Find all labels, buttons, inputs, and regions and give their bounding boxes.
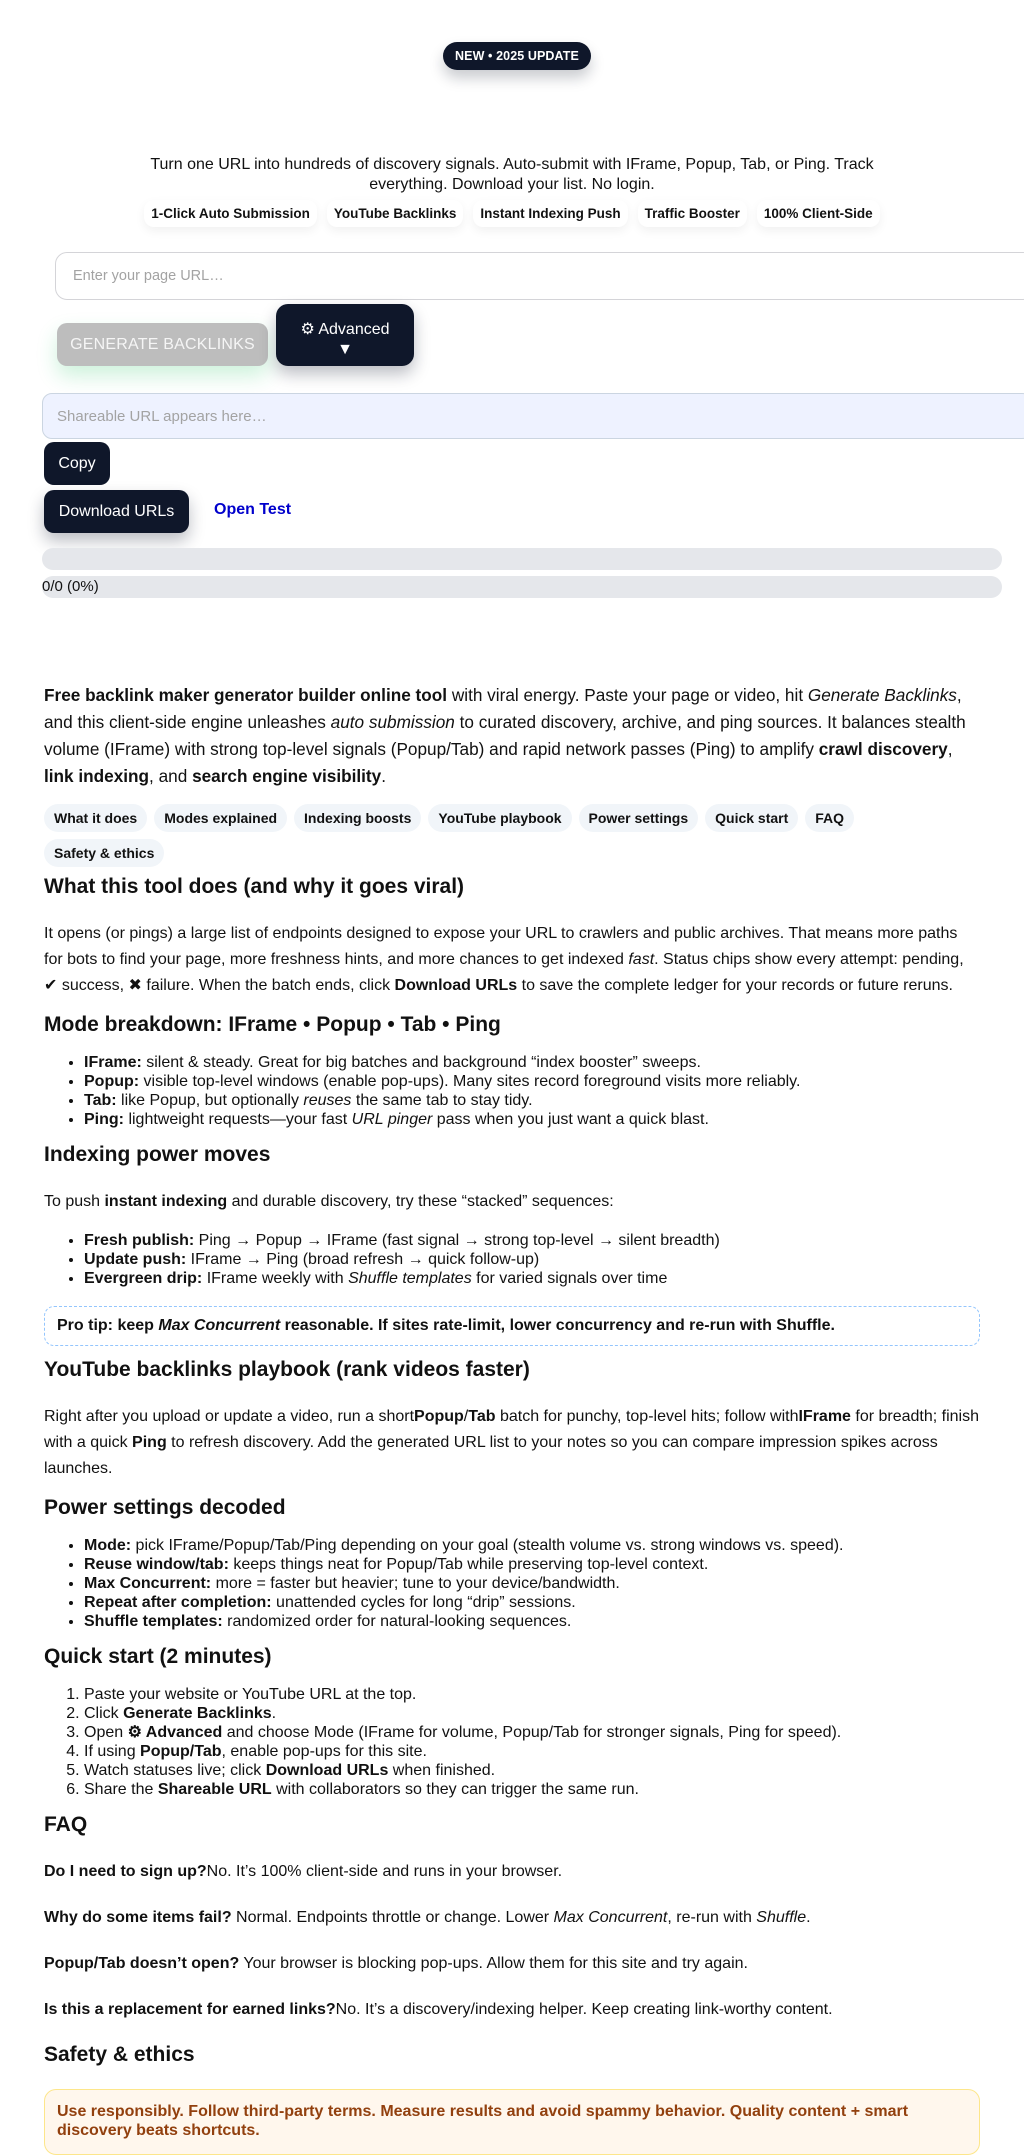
intro-strong: search engine visibility: [192, 766, 382, 786]
item-strong: Shareable URL: [157, 1781, 272, 1798]
hero: [0, 0, 1024, 660]
list-item: [84, 1574, 980, 1593]
safety-callout: Use responsibly. Follow third-party terms. Measure results and avoid spammy behavior. Quality content + smart discovery beats shortcuts.: [44, 2089, 980, 2155]
indexing-list: [44, 1231, 980, 1288]
item-text: Share the: [84, 1781, 158, 1798]
item-text: .: [271, 1705, 277, 1722]
item-text: Ping → Popup → IFrame (fast signal → strong top-level → silent breadth): [194, 1232, 720, 1249]
strong: Popup: [414, 1408, 464, 1425]
progress-bar: [42, 548, 1002, 570]
toc-link-faq[interactable]: FAQ: [805, 804, 854, 832]
item-label: Update push:: [84, 1251, 187, 1268]
item-em: URL pinger: [351, 1111, 433, 1128]
item-text: If using: [84, 1743, 141, 1760]
feature-chip: YouTube Backlinks: [327, 200, 464, 227]
item-strong: Download URLs: [265, 1762, 389, 1779]
list-item: [84, 1704, 980, 1723]
item-text: lightweight requests—your fast: [124, 1111, 352, 1128]
text: to save the complete ledger for your records or future reruns.: [517, 977, 953, 994]
intro-em: Generate Backlinks: [807, 685, 957, 705]
faq-answer: Your browser is blocking pop-ups. Allow them for this site and try again.: [239, 1955, 748, 1972]
section-title-youtube: YouTube backlinks playbook (rank videos faster): [44, 1358, 530, 1381]
item-text: randomized order for natural-looking sequences.: [222, 1613, 572, 1630]
power-settings-list: [44, 1536, 980, 1631]
item-text: pick IFrame/Popup/Tab/Ping depending on your goal (stealth volume vs. strong windows vs. speed).: [131, 1537, 844, 1554]
item-text: keeps things neat for Popup/Tab while preserving top-level context.: [228, 1556, 709, 1573]
item-text: pass when you just want a quick blast.: [432, 1111, 709, 1128]
feature-chip: 100% Client-Side: [757, 200, 880, 227]
youtube-paragraph: [44, 1404, 980, 1482]
item-text: for varied signals over time: [471, 1270, 668, 1287]
faq-item: [44, 1859, 980, 1885]
intro-text: , and this client-side engine unleashes: [44, 685, 962, 732]
item-text: silent & steady. Great for big batches and background “index booster” sweeps.: [141, 1054, 701, 1071]
item-text: , enable pop-ups for this site.: [221, 1743, 427, 1760]
tip-em: Max Concurrent: [158, 1317, 281, 1334]
intro-text: ,: [947, 739, 953, 759]
item-strong: Generate Backlinks: [123, 1705, 272, 1722]
item-text: when finished.: [388, 1762, 496, 1779]
faq-item: [44, 1905, 980, 1931]
advanced-label: ⚙ Advanced: [300, 320, 390, 338]
list-item: [84, 1593, 980, 1612]
text: . Status chips show every attempt: pending, ✔ success, ✖ failure. When the batch ends, click: [44, 951, 964, 994]
feature-chip: Traffic Booster: [638, 200, 747, 227]
text: To push: [44, 1193, 105, 1210]
list-item: [84, 1761, 980, 1780]
pro-tip-callout: [44, 1306, 980, 1346]
faq-item: [44, 1951, 980, 1977]
feature-chip: 1-Click Auto Submission: [144, 200, 317, 227]
list-item: [84, 1742, 980, 1761]
chevron-down-icon: ▼: [337, 340, 353, 358]
section-title-faq: FAQ: [44, 1813, 88, 1836]
table-of-contents: [44, 804, 980, 867]
tip-text: Pro tip: keep: [57, 1317, 159, 1334]
list-item: [84, 1536, 980, 1555]
indexing-intro: [44, 1189, 980, 1215]
toc-link-safety[interactable]: Safety & ethics: [44, 839, 164, 867]
item-text: more = faster but heavier; tune to your device/bandwidth.: [211, 1575, 620, 1592]
item-text: IFrame → Ping (broad refresh → quick follow-up): [186, 1251, 540, 1268]
item-label: IFrame:: [84, 1054, 142, 1071]
faq-answer: .: [806, 1909, 811, 1926]
toc-link-youtube[interactable]: YouTube playbook: [428, 804, 571, 832]
strong: Ping: [132, 1434, 167, 1451]
item-label: Shuffle templates:: [84, 1613, 223, 1630]
intro-strong: Free backlink maker generator builder online tool: [44, 685, 448, 705]
tip-text: reasonable. If sites rate-limit, lower concurrency and re-run with Shuffle.: [280, 1317, 835, 1334]
list-item: [84, 1250, 980, 1269]
advanced-toggle-button[interactable]: [276, 304, 414, 366]
section-title-power: Power settings decoded: [44, 1496, 286, 1519]
intro-em: auto submission: [330, 712, 455, 732]
feature-chips: [0, 200, 1024, 227]
item-em: Shuffle templates: [348, 1270, 472, 1287]
toc-link-indexing[interactable]: Indexing boosts: [294, 804, 421, 832]
item-label: Tab:: [84, 1092, 117, 1109]
list-item: [84, 1555, 980, 1574]
item-text: unattended cycles for long “drip” sessions.: [271, 1594, 576, 1611]
faq-em: Shuffle: [756, 1909, 807, 1926]
text: and durable discovery, try these “stacked” sequences:: [227, 1193, 614, 1210]
section-title-quick-start: Quick start (2 minutes): [44, 1645, 272, 1668]
text: to refresh discovery. Add the generated URL list to your notes so you can compare impression spikes across launches.: [44, 1434, 938, 1477]
text: It opens (or pings) a large list of endpoints designed to expose your URL to crawlers and public archives. That means more paths for bots to find your page, more freshness hints, and more chances to get indexed: [44, 925, 958, 968]
progress-track: [42, 576, 1002, 598]
faq-question: Why do some items fail?: [44, 1909, 232, 1926]
toc-link-what-it-does[interactable]: What it does: [44, 804, 147, 832]
faq-answer: , re-run with: [667, 1909, 757, 1926]
item-label: Fresh publish:: [84, 1232, 195, 1249]
section-title-modes: Mode breakdown: IFrame • Popup • Tab • Ping: [44, 1013, 501, 1036]
item-label: Reuse window/tab:: [84, 1556, 229, 1573]
text: for breadth; finish with a quick: [44, 1408, 980, 1451]
intro-paragraph: [44, 682, 980, 790]
shareable-url-field[interactable]: [42, 393, 1024, 439]
list-item: [84, 1723, 980, 1742]
strong: Download URLs: [394, 977, 518, 994]
faq-item: [44, 1997, 980, 2023]
item-strong: ⚙ Advanced: [127, 1724, 223, 1741]
section-title-indexing: Indexing power moves: [44, 1143, 271, 1166]
toc-link-modes[interactable]: Modes explained: [154, 804, 287, 832]
item-label: Ping:: [84, 1111, 124, 1128]
open-test-link[interactable]: Open Test: [214, 501, 292, 518]
intro-strong: link indexing: [44, 766, 150, 786]
quick-start-list: [44, 1685, 980, 1799]
faq-answer: No. It’s 100% client-side and runs in your browser.: [206, 1863, 563, 1880]
intro-text: , and: [149, 766, 193, 786]
page-url-input[interactable]: [55, 252, 1024, 300]
text: batch for punchy, top-level hits; follow with: [495, 1408, 799, 1425]
faq-question: Popup/Tab doesn’t open?: [44, 1955, 240, 1972]
faq-answer: Normal. Endpoints throttle or change. Lower: [231, 1909, 554, 1926]
item-label: Mode:: [84, 1537, 132, 1554]
item-label: Max Concurrent:: [84, 1575, 212, 1592]
article: [0, 682, 1024, 2155]
faq-question: Do I need to sign up?: [44, 1863, 207, 1880]
item-strong: Popup/Tab: [140, 1743, 222, 1760]
strong: Tab: [468, 1408, 496, 1425]
item-label: Popup:: [84, 1073, 140, 1090]
strong: instant indexing: [104, 1193, 228, 1210]
item-label: Repeat after completion:: [84, 1594, 272, 1611]
strong: IFrame: [798, 1408, 851, 1425]
list-item: [84, 1091, 980, 1110]
list-item: [84, 1231, 980, 1250]
copy-button[interactable]: Copy: [44, 442, 110, 485]
list-item: [84, 1269, 980, 1288]
list-item: [84, 1110, 980, 1129]
toc-link-power-settings[interactable]: Power settings: [579, 804, 699, 832]
item-text: with collaborators so they can trigger the same run.: [271, 1781, 639, 1798]
item-text: Open: [84, 1724, 128, 1741]
item-text: Paste your website or YouTube URL at the top.: [84, 1686, 417, 1703]
section-title-what: What this tool does (and why it goes viral): [44, 875, 465, 898]
intro-text: with viral energy. Paste your page or video, hit: [447, 685, 808, 705]
faq-answer: No. It’s a discovery/indexing helper. Keep creating link-worthy content.: [335, 2001, 833, 2018]
what-paragraph: [44, 921, 980, 999]
text: /: [463, 1408, 469, 1425]
feature-chip: Instant Indexing Push: [473, 200, 627, 227]
intro-text: to curated discovery, archive, and ping sources. It balances stealth volume (IFrame) with strong top-level signals (Popup/Tab) and rapid network passes (Ping) to amplify: [44, 712, 966, 759]
text: Right after you upload or update a video, run a short: [44, 1408, 415, 1425]
em: fast: [628, 951, 655, 968]
item-text: Watch statuses live; click: [84, 1762, 266, 1779]
faq-question: Is this a replacement for earned links?: [44, 2001, 336, 2018]
faq-section: [44, 1813, 980, 2023]
list-item: [84, 1685, 980, 1704]
download-urls-button[interactable]: Download URLs: [44, 490, 189, 533]
item-em: reuses: [303, 1092, 352, 1109]
progress-text: 0/0 (0%): [42, 578, 99, 595]
item-text: IFrame weekly with: [202, 1270, 349, 1287]
list-item: [84, 1780, 980, 1799]
update-badge: NEW • 2025 UPDATE: [443, 42, 591, 70]
modes-list: [44, 1053, 980, 1129]
list-item: [84, 1612, 980, 1631]
tagline: Turn one URL into hundreds of discovery signals. Auto-submit with IFrame, Popup, Tab, or Ping. Track everything. Download your list. No login.: [150, 156, 874, 193]
toc-link-quick-start[interactable]: Quick start: [705, 804, 798, 832]
item-text: the same tab to stay tidy.: [351, 1092, 533, 1109]
list-item: [84, 1053, 980, 1072]
section-title-safety: Safety & ethics: [44, 2043, 195, 2066]
item-text: and choose Mode (IFrame for volume, Popup/Tab for stronger signals, Ping for speed).: [222, 1724, 842, 1741]
intro-text: .: [381, 766, 386, 786]
faq-em: Max Concurrent: [553, 1909, 668, 1926]
item-label: Evergreen drip:: [84, 1270, 203, 1287]
item-text: Click: [84, 1705, 124, 1722]
generate-backlinks-button[interactable]: GENERATE BACKLINKS: [57, 323, 268, 366]
item-text: visible top-level windows (enable pop-ups). Many sites record foreground visits more reliably.: [139, 1073, 801, 1090]
list-item: [84, 1072, 980, 1091]
intro-strong: crawl discovery: [818, 739, 948, 759]
item-text: like Popup, but optionally: [116, 1092, 304, 1109]
